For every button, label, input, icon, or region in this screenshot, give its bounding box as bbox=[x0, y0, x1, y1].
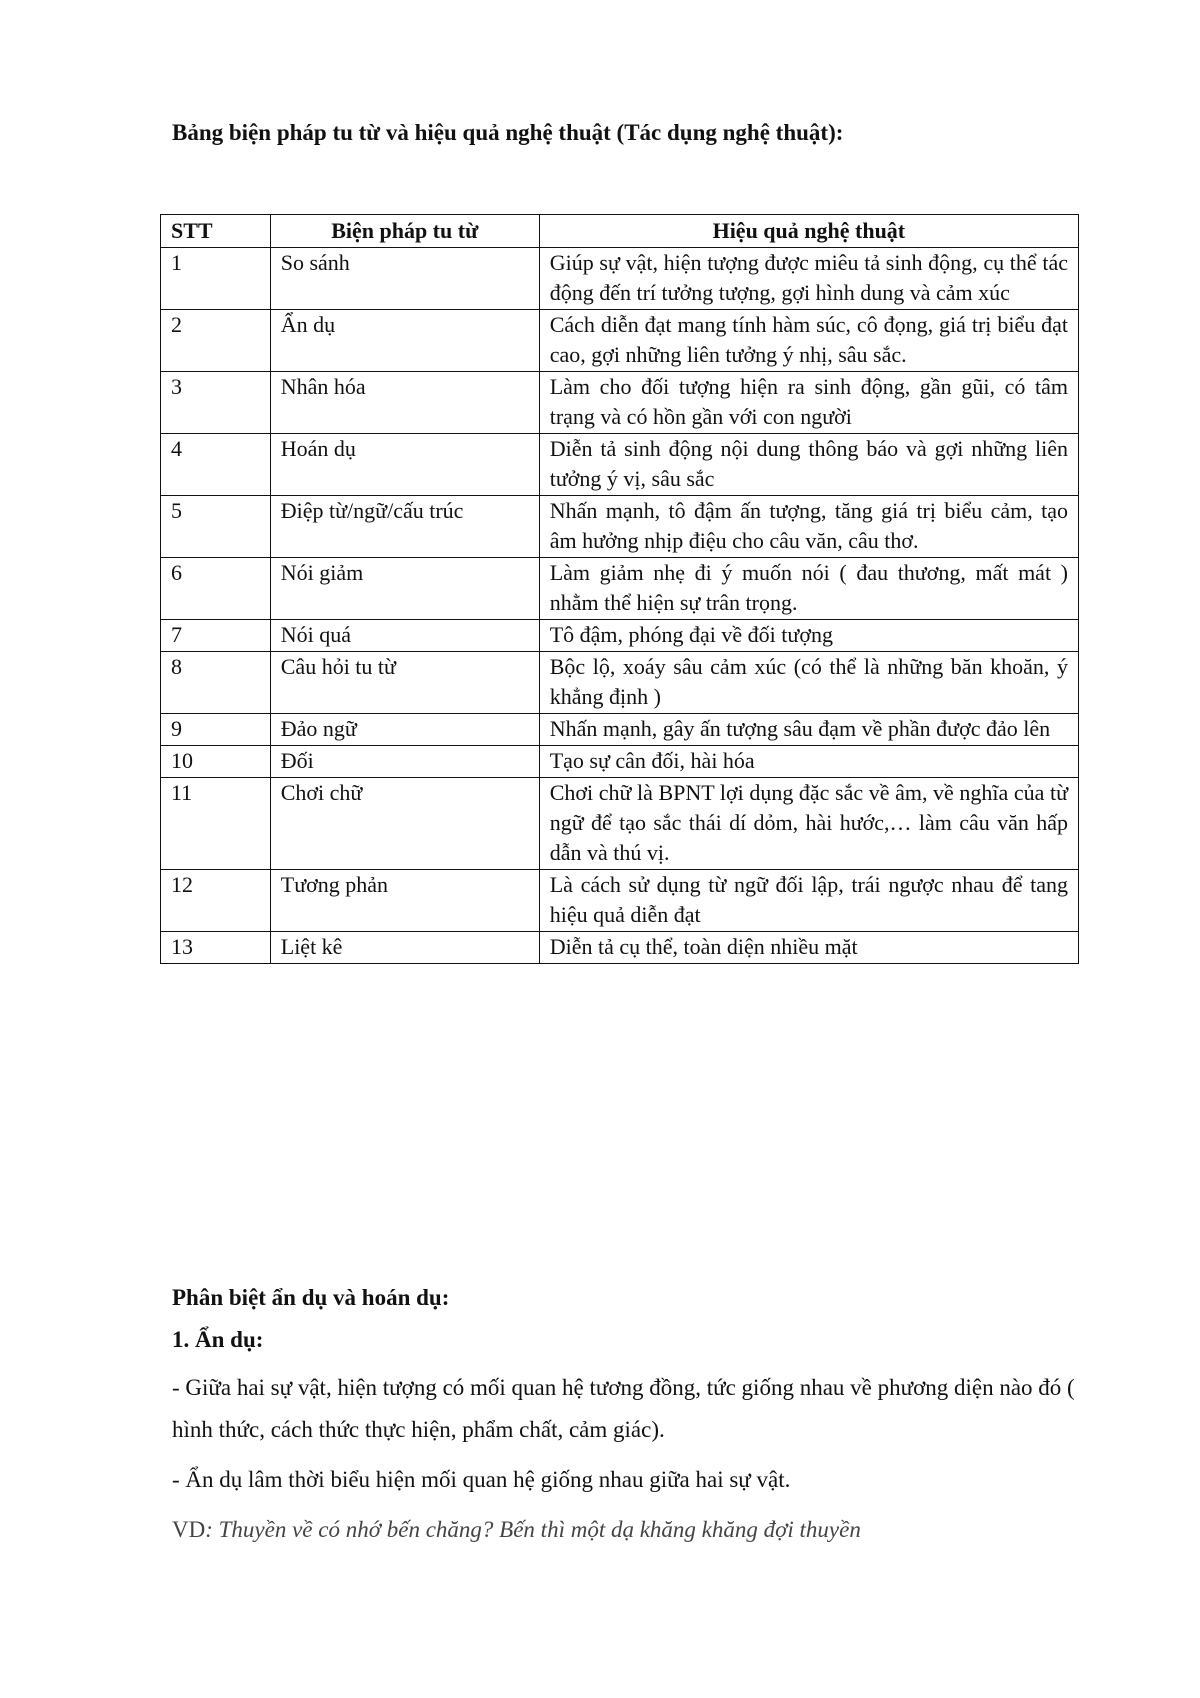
device-effect: Làm cho đối tượng hiện ra sinh động, gần gũi, có tâm trạng và có hồn gần với con người bbox=[539, 372, 1078, 434]
row-number: 13 bbox=[161, 932, 271, 964]
device-name: Ẩn dụ bbox=[270, 310, 539, 372]
bullet-point: - Giữa hai sự vật, hiện tượng có mối quan hệ tương đồng, tức giống nhau về phương diện nào đó ( hình thức, cách thức thực hiện, phẩm chất, cảm giác). bbox=[172, 1375, 1075, 1442]
row-number: 8 bbox=[161, 652, 271, 714]
device-effect: Giúp sự vật, hiện tượng được miêu tả sinh động, cụ thể tác động đến trí tưởng tượng, gợi hình dung và cảm xúc bbox=[539, 248, 1078, 310]
row-number: 9 bbox=[161, 714, 271, 746]
device-name: Đảo ngữ bbox=[270, 714, 539, 746]
device-effect: Diễn tả sinh động nội dung thông báo và gợi những liên tưởng ý vị, sâu sắc bbox=[539, 434, 1078, 496]
row-number: 7 bbox=[161, 620, 271, 652]
device-effect: Bộc lộ, xoáy sâu cảm xúc (có thể là những băn khoăn, ý khẳng định ) bbox=[539, 652, 1078, 714]
row-number: 11 bbox=[161, 778, 271, 870]
device-effect: Nhấn mạnh, gây ấn tượng sâu đạm về phần được đảo lên bbox=[539, 714, 1078, 746]
table-header-row bbox=[161, 215, 1079, 248]
device-effect: Làm giảm nhẹ đi ý muốn nói ( đau thương, mất mát ) nhằm thể hiện sự trân trọng. bbox=[539, 558, 1078, 620]
row-number: 5 bbox=[161, 496, 271, 558]
table-row bbox=[161, 652, 1079, 714]
device-effect: Tô đậm, phóng đại về đối tượng bbox=[539, 620, 1078, 652]
device-name: Đối bbox=[270, 746, 539, 778]
table-row bbox=[161, 310, 1079, 372]
section-subheading: 1. Ẩn dụ: bbox=[172, 1327, 264, 1352]
row-number: 12 bbox=[161, 870, 271, 932]
device-effect: Diễn tả cụ thể, toàn diện nhiều mặt bbox=[539, 932, 1078, 964]
table-row bbox=[161, 746, 1079, 778]
device-name: Liệt kê bbox=[270, 932, 539, 964]
row-number: 6 bbox=[161, 558, 271, 620]
table-row bbox=[161, 778, 1079, 870]
example-label: VD bbox=[172, 1517, 206, 1542]
table-row bbox=[161, 932, 1079, 964]
device-name: So sánh bbox=[270, 248, 539, 310]
section-heading: Phân biệt ẩn dụ và hoán dụ: bbox=[172, 1285, 450, 1310]
table-row bbox=[161, 434, 1079, 496]
bullet-point: - Ẩn dụ lâm thời biểu hiện mối quan hệ giống nhau giữa hai sự vật. bbox=[172, 1467, 791, 1492]
row-number: 1 bbox=[161, 248, 271, 310]
column-header-effect: Hiệu quả nghệ thuật bbox=[539, 215, 1078, 248]
column-header-device: Biện pháp tu từ bbox=[270, 215, 539, 248]
device-name: Chơi chữ bbox=[270, 778, 539, 870]
example-text: : Thuyền về có nhớ bến chăng? Bến thì một dạ khăng khăng đợi thuyền bbox=[205, 1517, 861, 1542]
table-row bbox=[161, 870, 1079, 932]
table-row bbox=[161, 248, 1079, 310]
table-row bbox=[161, 496, 1079, 558]
table-row bbox=[161, 620, 1079, 652]
table-row bbox=[161, 372, 1079, 434]
row-number: 4 bbox=[161, 434, 271, 496]
column-header-stt: STT bbox=[161, 215, 271, 248]
rhetorical-devices-table bbox=[160, 214, 1079, 964]
table-row bbox=[161, 714, 1079, 746]
row-number: 3 bbox=[161, 372, 271, 434]
device-effect: Chơi chữ là BPNT lợi dụng đặc sắc về âm, về nghĩa của từ ngữ để tạo sắc thái dí dỏm, hài hước,… làm câu văn hấp dẫn và thú vị. bbox=[539, 778, 1078, 870]
device-name: Tương phản bbox=[270, 870, 539, 932]
metaphor-metonymy-section bbox=[172, 1283, 1092, 1559]
device-name: Câu hỏi tu từ bbox=[270, 652, 539, 714]
table-row bbox=[161, 558, 1079, 620]
device-effect: Cách diễn đạt mang tính hàm súc, cô đọng, giá trị biểu đạt cao, gợi những liên tưởng ý nhị, sâu sắc. bbox=[539, 310, 1078, 372]
device-name: Nhân hóa bbox=[270, 372, 539, 434]
device-effect: Tạo sự cân đối, hài hóa bbox=[539, 746, 1078, 778]
row-number: 10 bbox=[161, 746, 271, 778]
example-line bbox=[172, 1509, 1092, 1551]
device-effect: Nhấn mạnh, tô đậm ấn tượng, tăng giá trị biểu cảm, tạo âm hưởng nhịp điệu cho câu văn, câu thơ. bbox=[539, 496, 1078, 558]
device-effect: Là cách sử dụng từ ngữ đối lập, trái ngược nhau để tang hiệu quả diễn đạt bbox=[539, 870, 1078, 932]
device-name: Điệp từ/ngữ/cấu trúc bbox=[270, 496, 539, 558]
row-number: 2 bbox=[161, 310, 271, 372]
device-name: Nói quá bbox=[270, 620, 539, 652]
page-title: Bảng biện pháp tu từ và hiệu quả nghệ thuật (Tác dụng nghệ thuật): bbox=[172, 120, 844, 145]
device-name: Nói giảm bbox=[270, 558, 539, 620]
device-name: Hoán dụ bbox=[270, 434, 539, 496]
